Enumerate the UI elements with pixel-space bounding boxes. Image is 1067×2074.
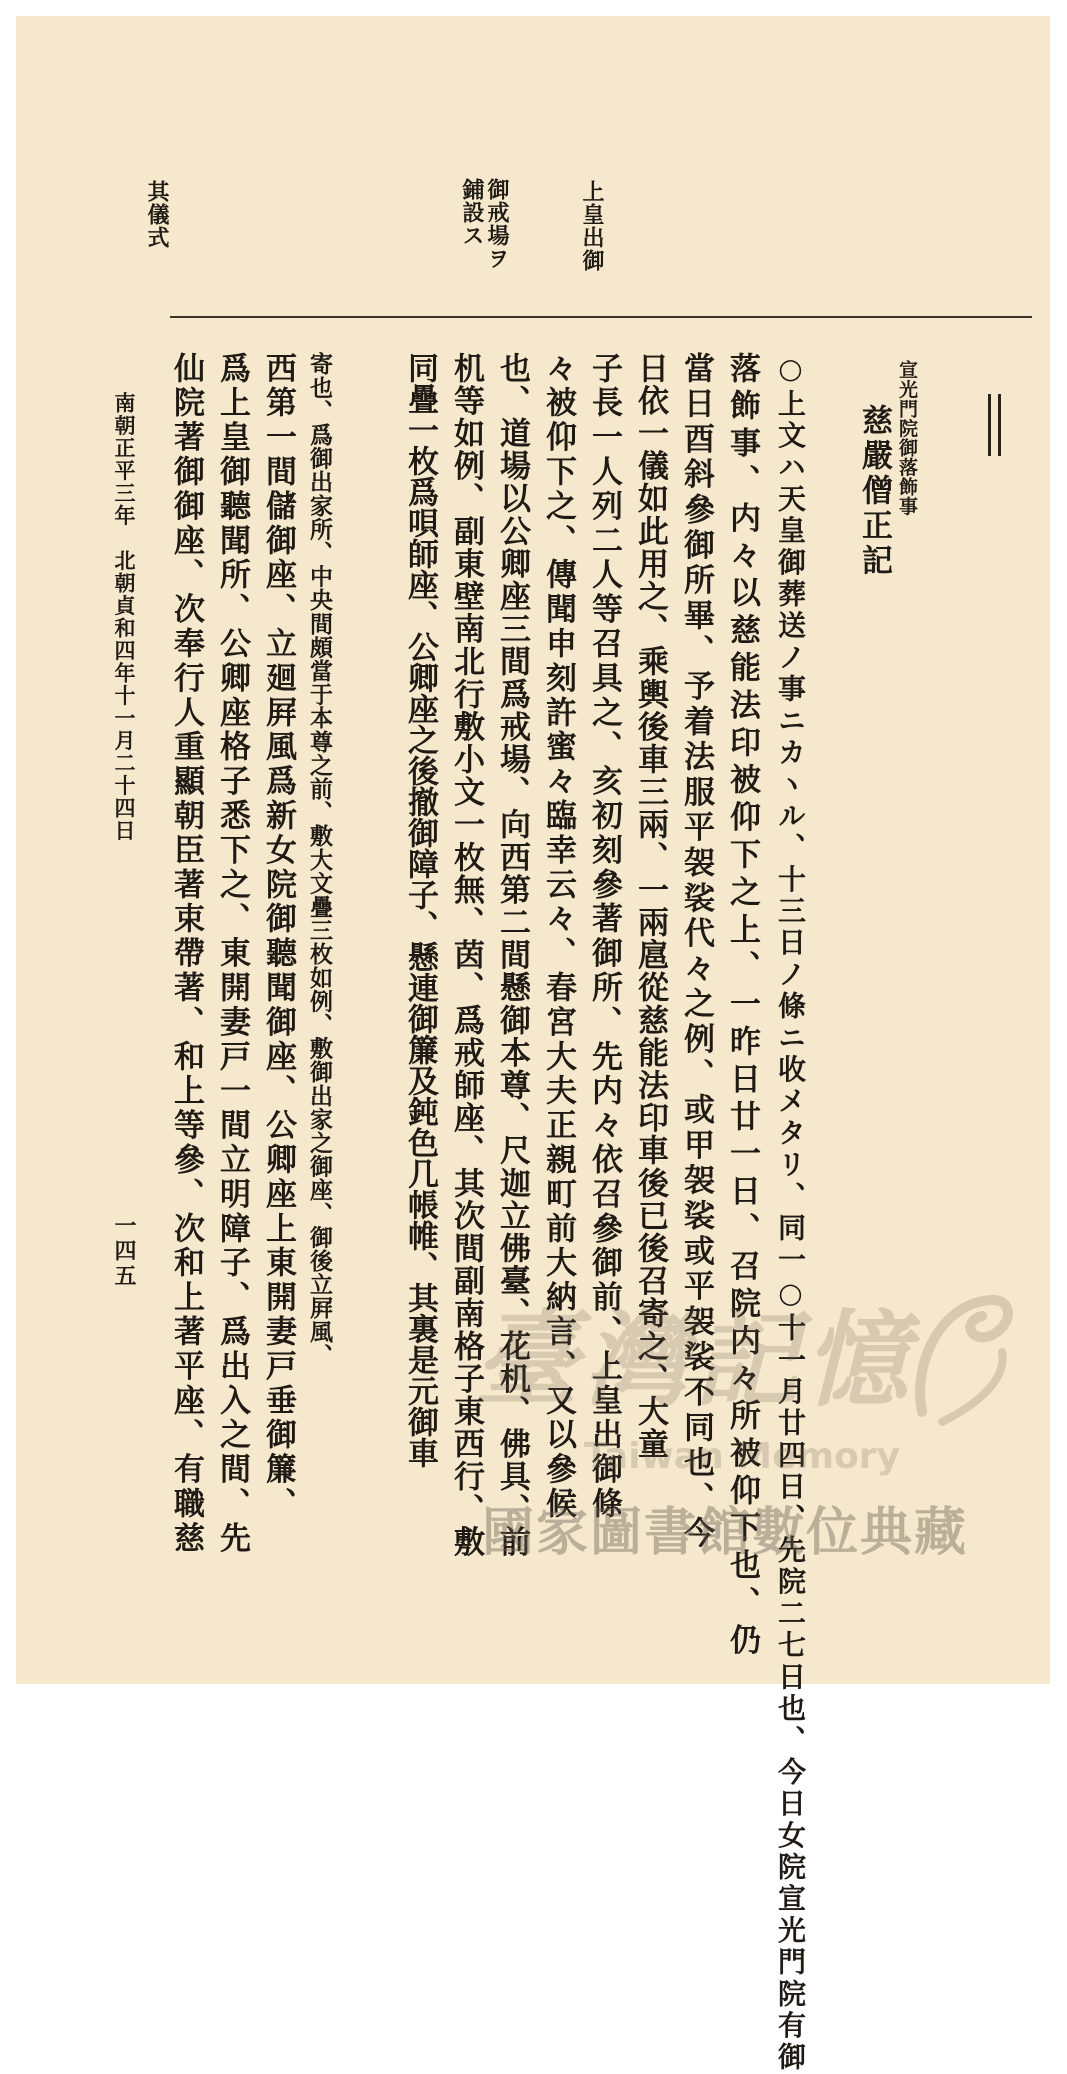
body-column: 仙院著御御座、次奉行人重顯朝臣著束帶著、和上等參、次和上著平座、有職慈 [168, 352, 204, 1556]
margin-note-kaijo-col2: 鋪設ス [459, 178, 485, 247]
margin-note-kaijo-col1: 御戒場ヲ [484, 178, 510, 270]
body-column: 寄也、爲御出家所、中央間頗當于本尊之前、敷大文疊三枚如例、敷御出家之御座、御後立屛風、 [306, 352, 333, 1367]
section-title-main: 慈嚴僧正記 [856, 404, 892, 579]
library-watermark [474, 1276, 1022, 1563]
watermark-library-name: 國家圖書館數位典藏 [482, 1503, 969, 1563]
body-column: 机等如例、副東壁南北行敷小文一枚無、茵、爲戒師座、其次間副南格子東西行、敷 [448, 352, 484, 1559]
body-column: ○上文ハ天皇御葬送ノ事ニカヽル、十三日ノ條ニ收メタリ、同一○十一月廿四日、先院二七日也、今日女院宣光門院有御 [774, 352, 807, 2074]
body-column: 爲上皇御聽聞所、公卿座格子悉下之、東開妻戸一間立明障子、爲出入之間、先 [214, 352, 250, 1556]
body-column: 也、道場以公卿座三間爲戒場、向西第二間懸御本尊、尺迦立佛臺、花机、佛具、前 [494, 352, 530, 1559]
body-column: 西第一間儲御座、立廻屛風爲新女院御聽聞御座、公卿座上東開妻戸垂御簾、 [260, 352, 296, 1522]
body-column: 當日酉斜參御所畢、予着法服平袈裟代々之例、或甲袈裟或平袈裟不同也、今 [678, 352, 714, 1553]
chapter-number [988, 394, 1002, 456]
watermark-swirl-icon [902, 1282, 1020, 1432]
body-column: 々被仰下之、傳聞申刻許蜜々臨幸云々、春宮大夫正親町前大納言、又以參候 [540, 352, 576, 1522]
body-column: 日依一儀如此用之、乘輿後車三兩、一兩扈從慈能法印車後已後召寄之、大童 [632, 352, 668, 1461]
margin-note-shoko-shutsugyo: 上皇出御 [579, 180, 605, 272]
book-page [16, 16, 1050, 2074]
body-column: 子長一人列二人等召具之、亥初刻參著御所、先内々依召參御前、上皇出御條 [586, 352, 622, 1522]
body-column: 同疊一枚爲唄師座、公卿座之後撤御障子、懸連御簾及鈍色几帳帷、其裏是元御車 [402, 352, 438, 1468]
watermark-chinese: 臺灣記憶 [474, 1299, 915, 1421]
page-number: 一四五 [111, 1214, 137, 1289]
watermark-english: Taiwan Memory [584, 1436, 900, 1477]
header-rule [170, 316, 1032, 318]
footer-date: 南朝正平三年 北朝貞和四年十一月二十四日 [112, 392, 137, 842]
body-column: 落飾事、内々以慈能法印被仰下之上、一昨日廿一日、召院内々所被仰下也、仍 [724, 352, 760, 1661]
section-title-sub: 宣光門院御落飾事 [896, 360, 918, 516]
margin-note-sono-gishiki: 其儀式 [144, 180, 170, 249]
